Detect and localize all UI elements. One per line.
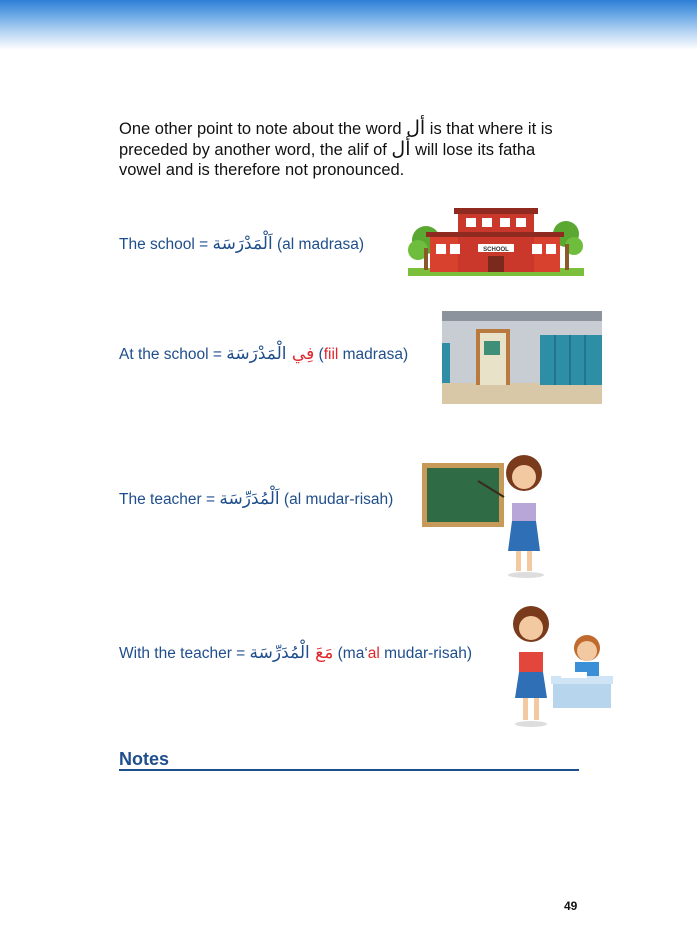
intro-paragraph	[119, 118, 579, 180]
row-label: The teacher =	[119, 491, 220, 508]
row-translit-red: fiil	[323, 346, 339, 363]
school-building-illustration	[408, 204, 584, 276]
teacher-student-illustration	[505, 602, 617, 728]
row-translit-red: al	[367, 645, 380, 662]
intro-text-2: is that where it is preceded by another word, the alif of	[119, 120, 553, 159]
arabic-al: أل	[406, 117, 426, 139]
row-arabic: اَلْمَدْرَسَة	[212, 234, 273, 254]
row-translit-open: (ma‘	[333, 645, 368, 662]
row-arabic: الْمُدَرِّسَة	[249, 643, 316, 663]
row-arabic: اَلْمُدَرِّسَة	[219, 489, 280, 509]
row-translit-close: mudar-risah)	[379, 645, 473, 662]
notes-heading: Notes	[119, 749, 170, 769]
arabic-al-2: أل	[391, 138, 411, 160]
teacher-chalkboard-illustration	[420, 451, 552, 579]
intro-text-1: One other point to note about the word	[119, 120, 407, 138]
vocab-row-at-school	[119, 344, 408, 364]
school-sign-text: SCHOOL	[483, 247, 509, 253]
row-translit-open: (	[314, 346, 324, 363]
vocab-row-teacher	[119, 489, 393, 509]
row-arabic-phrase	[226, 344, 314, 364]
row-label: With the teacher =	[119, 645, 250, 662]
row-arabic: الْمَدْرَسَة	[226, 344, 292, 364]
vocab-row-with-teacher	[119, 643, 472, 663]
page-number: 49	[564, 899, 578, 913]
row-arabic-red: مَعَ	[315, 643, 334, 663]
header-band	[0, 0, 697, 50]
row-arabic-red: فِي	[291, 344, 315, 364]
notes-underline	[119, 769, 579, 771]
row-label: At the school =	[119, 346, 227, 363]
row-translit: (al mudar-risah)	[279, 491, 394, 508]
row-label: The school =	[119, 236, 213, 253]
row-translit: (al madrasa)	[272, 236, 365, 253]
intro-text-3: will lose its fatha vowel and is therefore not pronounced.	[119, 141, 536, 179]
row-arabic-phrase	[250, 643, 334, 663]
row-translit-close: madrasa)	[338, 346, 409, 363]
school-hallway-illustration	[442, 311, 602, 404]
vocab-row-school	[119, 234, 364, 254]
